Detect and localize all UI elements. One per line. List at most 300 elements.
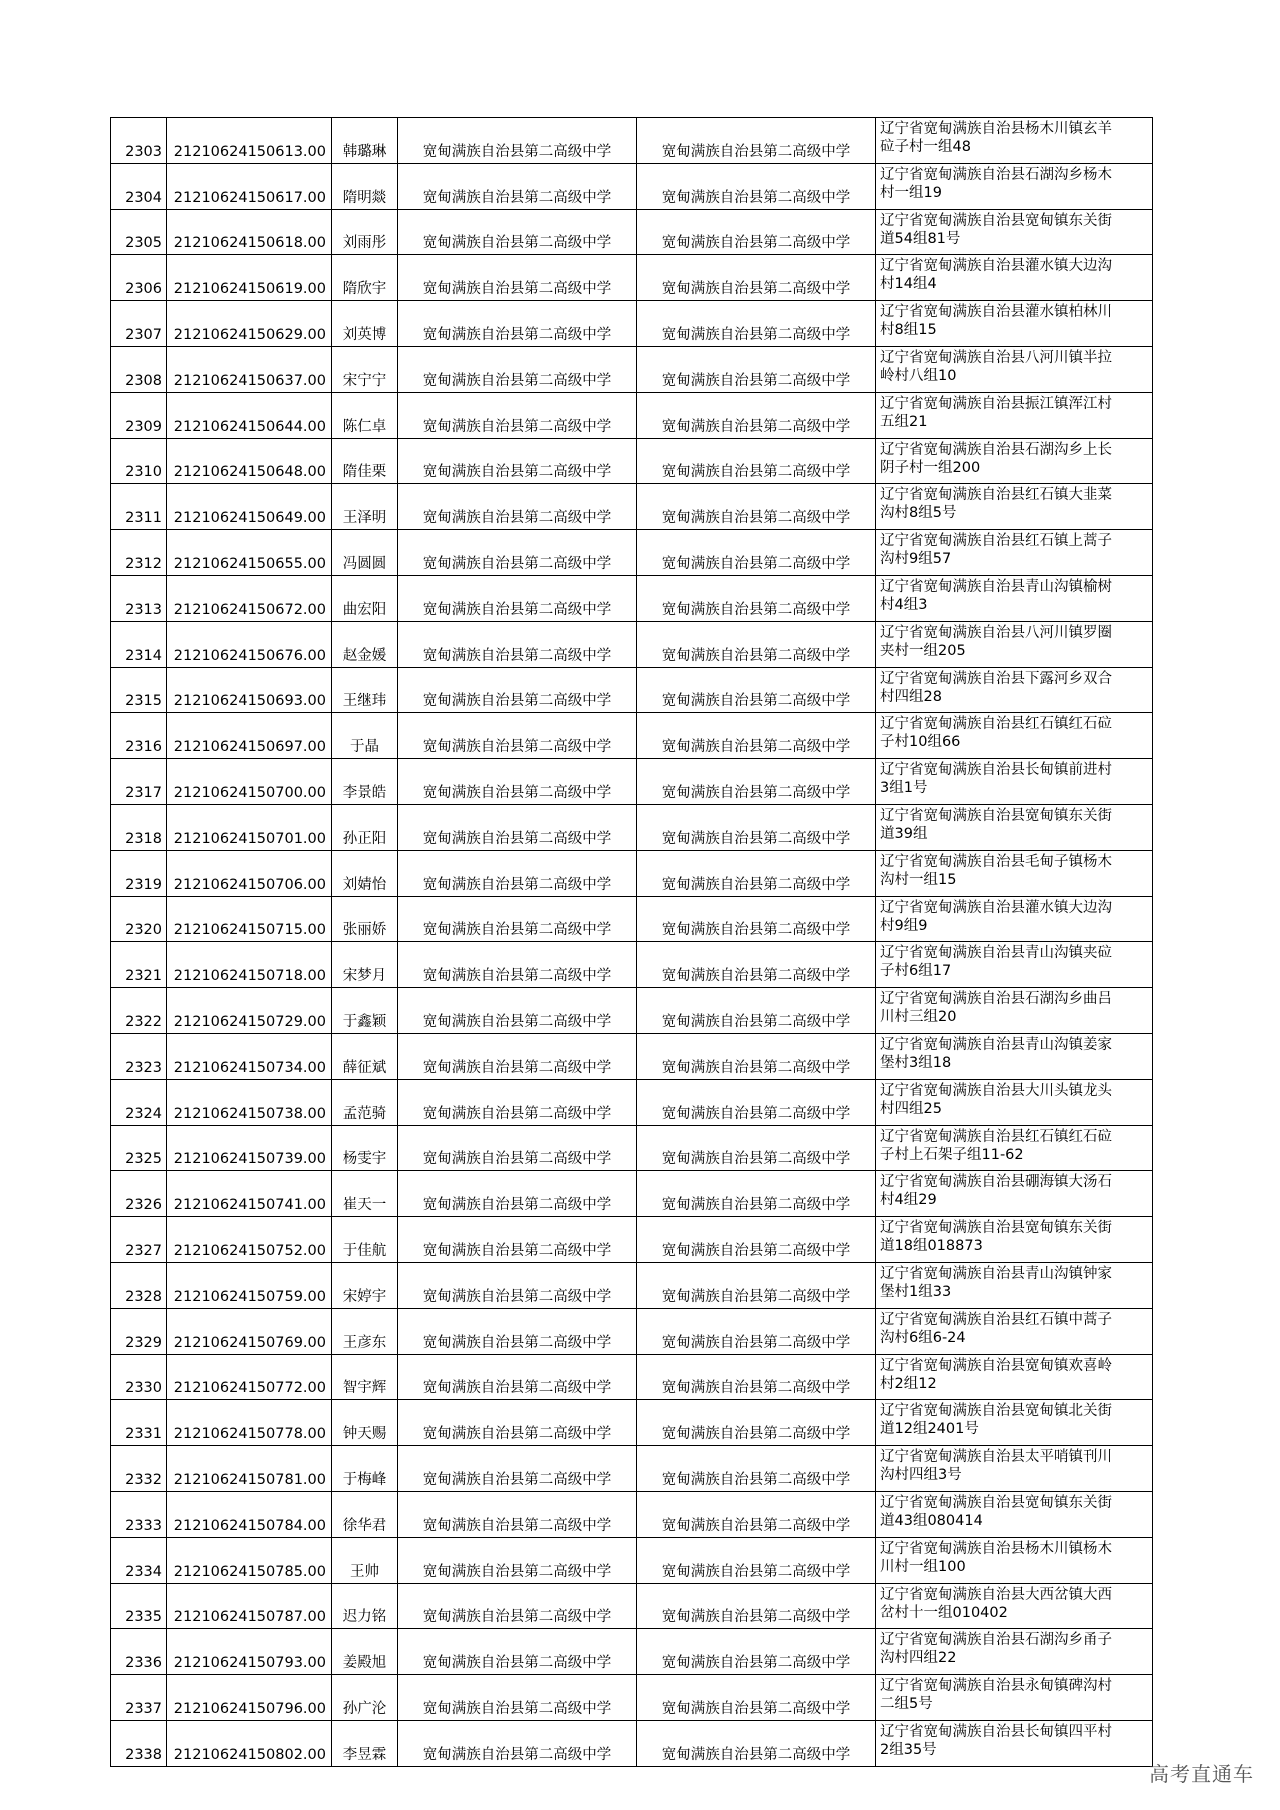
row-address-cell	[876, 896, 1153, 942]
row-graduated-school-cell: 宽甸满族自治县第二高级中学	[637, 1720, 876, 1766]
row-exam-id-cell: 21210624150619.00	[167, 255, 332, 301]
row-student-name-cell: 韩璐琳	[332, 118, 398, 164]
address-line: 子村10组66	[880, 734, 961, 751]
table-row	[111, 438, 1153, 484]
row-student-name-cell: 薛征斌	[332, 1033, 398, 1079]
table-row	[111, 988, 1153, 1034]
row-exam-id-cell: 21210624150672.00	[167, 575, 332, 621]
row-sequence-cell: 2320	[111, 896, 167, 942]
row-address-cell	[876, 1033, 1153, 1079]
table-row	[111, 1125, 1153, 1171]
table-row	[111, 621, 1153, 667]
row-sequence-cell: 2307	[111, 301, 167, 347]
address-line: 堡村3组18	[880, 1054, 952, 1071]
address-line: 辽宁省宽甸满族自治县大西岔镇大西	[880, 1586, 1112, 1603]
row-address-cell	[876, 209, 1153, 255]
address-line: 辽宁省宽甸满族自治县红石镇中蒿子	[880, 1311, 1112, 1328]
row-sequence-cell: 2329	[111, 1308, 167, 1354]
row-school-cell: 宽甸满族自治县第二高级中学	[398, 1720, 637, 1766]
address-line: 沟村一组15	[880, 871, 957, 888]
row-school-cell: 宽甸满族自治县第二高级中学	[398, 1308, 637, 1354]
row-school-cell: 宽甸满族自治县第二高级中学	[398, 1217, 637, 1263]
address-line: 辽宁省宽甸满族自治县宽甸镇东关街	[880, 212, 1112, 229]
row-exam-id-cell: 21210624150734.00	[167, 1033, 332, 1079]
row-exam-id-cell: 21210624150676.00	[167, 621, 332, 667]
row-exam-id-cell: 21210624150700.00	[167, 759, 332, 805]
row-sequence-cell: 2337	[111, 1675, 167, 1721]
row-address-cell	[876, 438, 1153, 484]
row-exam-id-cell: 21210624150618.00	[167, 209, 332, 255]
row-graduated-school-cell: 宽甸满族自治县第二高级中学	[637, 1354, 876, 1400]
table-row	[111, 850, 1153, 896]
address-line: 辽宁省宽甸满族自治县宽甸镇欢喜岭	[880, 1357, 1112, 1374]
row-address-cell	[876, 621, 1153, 667]
row-address-cell	[876, 1537, 1153, 1583]
row-school-cell: 宽甸满族自治县第二高级中学	[398, 850, 637, 896]
row-address-cell	[876, 1400, 1153, 1446]
row-student-name-cell: 王彦东	[332, 1308, 398, 1354]
row-exam-id-cell: 21210624150739.00	[167, 1125, 332, 1171]
row-sequence-cell: 2317	[111, 759, 167, 805]
table-row	[111, 301, 1153, 347]
row-school-cell: 宽甸满族自治县第二高级中学	[398, 1171, 637, 1217]
row-sequence-cell: 2306	[111, 255, 167, 301]
row-sequence-cell: 2321	[111, 942, 167, 988]
row-address-cell	[876, 1308, 1153, 1354]
address-line: 村4组29	[880, 1192, 937, 1209]
row-school-cell: 宽甸满族自治县第二高级中学	[398, 896, 637, 942]
row-address-cell	[876, 667, 1153, 713]
table-row	[111, 1262, 1153, 1308]
row-sequence-cell: 2304	[111, 163, 167, 209]
row-school-cell: 宽甸满族自治县第二高级中学	[398, 1446, 637, 1492]
row-address-cell	[876, 1079, 1153, 1125]
row-school-cell: 宽甸满族自治县第二高级中学	[398, 1537, 637, 1583]
row-sequence-cell: 2309	[111, 392, 167, 438]
address-line: 辽宁省宽甸满族自治县石湖沟乡上长	[880, 441, 1112, 458]
address-line: 辽宁省宽甸满族自治县永甸镇碑沟村	[880, 1678, 1112, 1695]
address-line: 辽宁省宽甸满族自治县下露河乡双合	[880, 670, 1112, 687]
row-sequence-cell: 2338	[111, 1720, 167, 1766]
row-school-cell: 宽甸满族自治县第二高级中学	[398, 438, 637, 484]
table-row	[111, 392, 1153, 438]
row-school-cell: 宽甸满族自治县第二高级中学	[398, 667, 637, 713]
address-line: 沟村8组5号	[880, 505, 957, 522]
address-line: 村4组3	[880, 596, 928, 613]
table-row	[111, 1308, 1153, 1354]
address-line: 辽宁省宽甸满族自治县八河川镇罗圈	[880, 624, 1112, 641]
address-line: 道39组	[880, 825, 928, 842]
row-school-cell: 宽甸满族自治县第二高级中学	[398, 1033, 637, 1079]
row-graduated-school-cell: 宽甸满族自治县第二高级中学	[637, 530, 876, 576]
row-student-name-cell: 宋宁宁	[332, 346, 398, 392]
address-line: 村14组4	[880, 276, 937, 293]
address-line: 沟村四组3号	[880, 1467, 962, 1484]
table-row	[111, 575, 1153, 621]
address-line: 辽宁省宽甸满族自治县八河川镇半拉	[880, 349, 1112, 366]
watermark-text: 高考直通车	[1149, 1762, 1254, 1786]
row-address-cell	[876, 575, 1153, 621]
address-line: 辽宁省宽甸满族自治县太平哨镇刊川	[880, 1449, 1112, 1466]
row-exam-id-cell: 21210624150793.00	[167, 1629, 332, 1675]
row-address-cell	[876, 1125, 1153, 1171]
row-school-cell: 宽甸满族自治县第二高级中学	[398, 1262, 637, 1308]
row-sequence-cell: 2313	[111, 575, 167, 621]
table-row	[111, 346, 1153, 392]
address-line: 辽宁省宽甸满族自治县石湖沟乡曲吕	[880, 991, 1112, 1008]
row-school-cell: 宽甸满族自治县第二高级中学	[398, 942, 637, 988]
table-row	[111, 713, 1153, 759]
row-address-cell	[876, 301, 1153, 347]
row-school-cell: 宽甸满族自治县第二高级中学	[398, 1583, 637, 1629]
row-sequence-cell: 2312	[111, 530, 167, 576]
row-sequence-cell: 2318	[111, 804, 167, 850]
address-line: 辽宁省宽甸满族自治县振江镇浑江村	[880, 395, 1112, 412]
row-school-cell: 宽甸满族自治县第二高级中学	[398, 1354, 637, 1400]
address-line: 道18组018873	[880, 1238, 983, 1255]
row-graduated-school-cell: 宽甸满族自治县第二高级中学	[637, 1308, 876, 1354]
address-line: 村9组9	[880, 917, 928, 934]
row-student-name-cell: 王继玮	[332, 667, 398, 713]
row-address-cell	[876, 1262, 1153, 1308]
address-line: 村四组28	[880, 688, 942, 705]
row-student-name-cell: 智宇辉	[332, 1354, 398, 1400]
row-graduated-school-cell: 宽甸满族自治县第二高级中学	[637, 1629, 876, 1675]
address-line: 辽宁省宽甸满族自治县石湖沟乡甬子	[880, 1632, 1112, 1649]
address-line: 辽宁省宽甸满族自治县红石镇红石砬	[880, 1128, 1112, 1145]
row-school-cell: 宽甸满族自治县第二高级中学	[398, 713, 637, 759]
student-list-table	[110, 117, 1153, 1767]
row-graduated-school-cell: 宽甸满族自治县第二高级中学	[637, 392, 876, 438]
row-student-name-cell: 陈仁卓	[332, 392, 398, 438]
row-sequence-cell: 2324	[111, 1079, 167, 1125]
row-address-cell	[876, 118, 1153, 164]
row-school-cell: 宽甸满族自治县第二高级中学	[398, 1125, 637, 1171]
address-line: 子村6组17	[880, 963, 952, 980]
row-school-cell: 宽甸满族自治县第二高级中学	[398, 988, 637, 1034]
address-line: 辽宁省宽甸满族自治县宽甸镇北关街	[880, 1403, 1112, 1420]
row-student-name-cell: 隋佳栗	[332, 438, 398, 484]
row-graduated-school-cell: 宽甸满族自治县第二高级中学	[637, 759, 876, 805]
row-sequence-cell: 2319	[111, 850, 167, 896]
table-row	[111, 1171, 1153, 1217]
row-exam-id-cell: 21210624150649.00	[167, 484, 332, 530]
row-exam-id-cell: 21210624150772.00	[167, 1354, 332, 1400]
row-student-name-cell: 崔天一	[332, 1171, 398, 1217]
address-line: 川村一组100	[880, 1558, 966, 1575]
row-address-cell	[876, 392, 1153, 438]
table-row	[111, 667, 1153, 713]
address-line: 子村上石架子组11-62	[880, 1146, 1024, 1163]
row-student-name-cell: 于鑫颖	[332, 988, 398, 1034]
row-graduated-school-cell: 宽甸满族自治县第二高级中学	[637, 163, 876, 209]
row-student-name-cell: 钟天赐	[332, 1400, 398, 1446]
row-address-cell	[876, 346, 1153, 392]
row-exam-id-cell: 21210624150738.00	[167, 1079, 332, 1125]
row-graduated-school-cell: 宽甸满族自治县第二高级中学	[637, 1675, 876, 1721]
row-exam-id-cell: 21210624150655.00	[167, 530, 332, 576]
address-line: 阴子村一组200	[880, 459, 981, 476]
row-exam-id-cell: 21210624150787.00	[167, 1583, 332, 1629]
address-line: 夹村一组205	[880, 642, 966, 659]
row-exam-id-cell: 21210624150715.00	[167, 896, 332, 942]
table-row	[111, 255, 1153, 301]
row-address-cell	[876, 942, 1153, 988]
row-exam-id-cell: 21210624150778.00	[167, 1400, 332, 1446]
row-exam-id-cell: 21210624150617.00	[167, 163, 332, 209]
row-sequence-cell: 2326	[111, 1171, 167, 1217]
row-graduated-school-cell: 宽甸满族自治县第二高级中学	[637, 667, 876, 713]
row-graduated-school-cell: 宽甸满族自治县第二高级中学	[637, 484, 876, 530]
row-graduated-school-cell: 宽甸满族自治县第二高级中学	[637, 621, 876, 667]
row-sequence-cell: 2332	[111, 1446, 167, 1492]
row-address-cell	[876, 530, 1153, 576]
table-row	[111, 1079, 1153, 1125]
address-line: 二组5号	[880, 1696, 933, 1713]
address-line: 辽宁省宽甸满族自治县灌水镇柏林川	[880, 304, 1112, 321]
row-exam-id-cell: 21210624150752.00	[167, 1217, 332, 1263]
row-school-cell: 宽甸满族自治县第二高级中学	[398, 209, 637, 255]
row-graduated-school-cell: 宽甸满族自治县第二高级中学	[637, 1491, 876, 1537]
row-sequence-cell: 2322	[111, 988, 167, 1034]
address-line: 辽宁省宽甸满族自治县灌水镇大边沟	[880, 899, 1112, 916]
row-address-cell	[876, 804, 1153, 850]
row-address-cell	[876, 1583, 1153, 1629]
table-row	[111, 1583, 1153, 1629]
row-student-name-cell: 宋婷宇	[332, 1262, 398, 1308]
row-graduated-school-cell: 宽甸满族自治县第二高级中学	[637, 438, 876, 484]
table-row	[111, 942, 1153, 988]
row-school-cell: 宽甸满族自治县第二高级中学	[398, 804, 637, 850]
address-line: 辽宁省宽甸满族自治县大川头镇龙头	[880, 1082, 1112, 1099]
row-school-cell: 宽甸满族自治县第二高级中学	[398, 621, 637, 667]
row-school-cell: 宽甸满族自治县第二高级中学	[398, 1079, 637, 1125]
row-address-cell	[876, 1720, 1153, 1766]
address-line: 辽宁省宽甸满族自治县长甸镇四平村	[880, 1723, 1112, 1740]
address-line: 岭村八组10	[880, 367, 957, 384]
address-line: 村2组12	[880, 1375, 937, 1392]
row-student-name-cell: 徐华君	[332, 1491, 398, 1537]
row-address-cell	[876, 255, 1153, 301]
address-line: 辽宁省宽甸满族自治县青山沟镇夹砬	[880, 945, 1112, 962]
table-row	[111, 1354, 1153, 1400]
row-address-cell	[876, 484, 1153, 530]
row-student-name-cell: 隋欣宇	[332, 255, 398, 301]
row-school-cell: 宽甸满族自治县第二高级中学	[398, 484, 637, 530]
table-row	[111, 163, 1153, 209]
row-school-cell: 宽甸满族自治县第二高级中学	[398, 1675, 637, 1721]
row-school-cell: 宽甸满族自治县第二高级中学	[398, 346, 637, 392]
row-graduated-school-cell: 宽甸满族自治县第二高级中学	[637, 804, 876, 850]
row-graduated-school-cell: 宽甸满族自治县第二高级中学	[637, 1537, 876, 1583]
address-line: 辽宁省宽甸满族自治县青山沟镇钟家	[880, 1265, 1112, 1282]
table-body	[111, 118, 1153, 1767]
address-line: 辽宁省宽甸满族自治县杨木川镇杨木	[880, 1540, 1112, 1557]
row-school-cell: 宽甸满族自治县第二高级中学	[398, 759, 637, 805]
row-sequence-cell: 2315	[111, 667, 167, 713]
row-address-cell	[876, 1629, 1153, 1675]
table-row	[111, 1629, 1153, 1675]
address-line: 辽宁省宽甸满族自治县宽甸镇东关街	[880, 807, 1112, 824]
row-sequence-cell: 2316	[111, 713, 167, 759]
row-exam-id-cell: 21210624150701.00	[167, 804, 332, 850]
address-line: 辽宁省宽甸满族自治县红石镇上蒿子	[880, 533, 1112, 550]
address-line: 辽宁省宽甸满族自治县硼海镇大汤石	[880, 1174, 1112, 1191]
row-sequence-cell: 2330	[111, 1354, 167, 1400]
row-school-cell: 宽甸满族自治县第二高级中学	[398, 1491, 637, 1537]
row-sequence-cell: 2331	[111, 1400, 167, 1446]
row-student-name-cell: 迟力铭	[332, 1583, 398, 1629]
row-address-cell	[876, 1675, 1153, 1721]
row-graduated-school-cell: 宽甸满族自治县第二高级中学	[637, 301, 876, 347]
row-graduated-school-cell: 宽甸满族自治县第二高级中学	[637, 209, 876, 255]
row-sequence-cell: 2310	[111, 438, 167, 484]
row-exam-id-cell: 21210624150693.00	[167, 667, 332, 713]
row-exam-id-cell: 21210624150759.00	[167, 1262, 332, 1308]
row-sequence-cell: 2335	[111, 1583, 167, 1629]
row-exam-id-cell: 21210624150697.00	[167, 713, 332, 759]
row-school-cell: 宽甸满族自治县第二高级中学	[398, 1629, 637, 1675]
table-row	[111, 1446, 1153, 1492]
address-line: 3组1号	[880, 780, 928, 797]
address-line: 砬子村一组48	[880, 139, 971, 155]
row-exam-id-cell: 21210624150729.00	[167, 988, 332, 1034]
table-row	[111, 804, 1153, 850]
row-graduated-school-cell: 宽甸满族自治县第二高级中学	[637, 942, 876, 988]
row-student-name-cell: 刘英博	[332, 301, 398, 347]
row-graduated-school-cell: 宽甸满族自治县第二高级中学	[637, 1217, 876, 1263]
row-exam-id-cell: 21210624150785.00	[167, 1537, 332, 1583]
address-line: 辽宁省宽甸满族自治县宽甸镇东关街	[880, 1494, 1112, 1511]
row-exam-id-cell: 21210624150784.00	[167, 1491, 332, 1537]
row-exam-id-cell: 21210624150637.00	[167, 346, 332, 392]
row-graduated-school-cell: 宽甸满族自治县第二高级中学	[637, 1262, 876, 1308]
row-address-cell	[876, 163, 1153, 209]
address-line: 道43组080414	[880, 1512, 983, 1529]
row-address-cell	[876, 1491, 1153, 1537]
row-exam-id-cell: 21210624150718.00	[167, 942, 332, 988]
row-student-name-cell: 王帅	[332, 1537, 398, 1583]
row-sequence-cell: 2325	[111, 1125, 167, 1171]
row-school-cell: 宽甸满族自治县第二高级中学	[398, 530, 637, 576]
row-exam-id-cell: 21210624150802.00	[167, 1720, 332, 1766]
row-address-cell	[876, 1446, 1153, 1492]
address-line: 辽宁省宽甸满族自治县青山沟镇榆树	[880, 578, 1112, 595]
table-row	[111, 1720, 1153, 1766]
address-line: 辽宁省宽甸满族自治县宽甸镇东关街	[880, 1220, 1112, 1237]
row-school-cell: 宽甸满族自治县第二高级中学	[398, 301, 637, 347]
row-graduated-school-cell: 宽甸满族自治县第二高级中学	[637, 1125, 876, 1171]
address-line: 辽宁省宽甸满族自治县石湖沟乡杨木	[880, 166, 1112, 183]
row-student-name-cell: 隋明燚	[332, 163, 398, 209]
address-line: 村四组25	[880, 1100, 942, 1117]
row-graduated-school-cell: 宽甸满族自治县第二高级中学	[637, 255, 876, 301]
row-student-name-cell: 孟范骑	[332, 1079, 398, 1125]
table-row	[111, 1217, 1153, 1263]
table-row	[111, 1491, 1153, 1537]
row-student-name-cell: 张丽娇	[332, 896, 398, 942]
row-sequence-cell: 2336	[111, 1629, 167, 1675]
table-row	[111, 759, 1153, 805]
row-student-name-cell: 于晶	[332, 713, 398, 759]
row-student-name-cell: 刘雨彤	[332, 209, 398, 255]
row-graduated-school-cell: 宽甸满族自治县第二高级中学	[637, 575, 876, 621]
row-student-name-cell: 于佳航	[332, 1217, 398, 1263]
row-exam-id-cell: 21210624150741.00	[167, 1171, 332, 1217]
table-row	[111, 484, 1153, 530]
row-graduated-school-cell: 宽甸满族自治县第二高级中学	[637, 1033, 876, 1079]
address-line: 堡村1组33	[880, 1283, 952, 1300]
row-student-name-cell: 杨雯宇	[332, 1125, 398, 1171]
table-row	[111, 118, 1153, 164]
row-sequence-cell: 2314	[111, 621, 167, 667]
row-address-cell	[876, 1354, 1153, 1400]
row-student-name-cell: 李昱霖	[332, 1720, 398, 1766]
table-row	[111, 896, 1153, 942]
address-line: 沟村四组22	[880, 1650, 957, 1667]
row-exam-id-cell: 21210624150796.00	[167, 1675, 332, 1721]
row-student-name-cell: 曲宏阳	[332, 575, 398, 621]
row-graduated-school-cell: 宽甸满族自治县第二高级中学	[637, 1583, 876, 1629]
row-sequence-cell: 2308	[111, 346, 167, 392]
row-graduated-school-cell: 宽甸满族自治县第二高级中学	[637, 346, 876, 392]
address-line: 2组35号	[880, 1741, 937, 1758]
row-student-name-cell: 于梅峰	[332, 1446, 398, 1492]
row-school-cell: 宽甸满族自治县第二高级中学	[398, 1400, 637, 1446]
row-sequence-cell: 2303	[111, 118, 167, 164]
table-row	[111, 1537, 1153, 1583]
row-sequence-cell: 2305	[111, 209, 167, 255]
row-exam-id-cell: 21210624150629.00	[167, 301, 332, 347]
row-graduated-school-cell: 宽甸满族自治县第二高级中学	[637, 713, 876, 759]
row-student-name-cell: 孙正阳	[332, 804, 398, 850]
row-graduated-school-cell: 宽甸满族自治县第二高级中学	[637, 1171, 876, 1217]
row-exam-id-cell: 21210624150769.00	[167, 1308, 332, 1354]
row-graduated-school-cell: 宽甸满族自治县第二高级中学	[637, 118, 876, 164]
row-student-name-cell: 姜殿旭	[332, 1629, 398, 1675]
row-sequence-cell: 2323	[111, 1033, 167, 1079]
address-line: 辽宁省宽甸满族自治县红石镇红石砬	[880, 716, 1112, 733]
row-graduated-school-cell: 宽甸满族自治县第二高级中学	[637, 988, 876, 1034]
row-address-cell	[876, 759, 1153, 805]
address-line: 辽宁省宽甸满族自治县长甸镇前进村	[880, 762, 1112, 779]
row-address-cell	[876, 713, 1153, 759]
row-sequence-cell: 2327	[111, 1217, 167, 1263]
address-line: 辽宁省宽甸满族自治县红石镇大韭菜	[880, 487, 1112, 504]
row-exam-id-cell: 21210624150648.00	[167, 438, 332, 484]
address-line: 五组21	[880, 413, 928, 430]
row-graduated-school-cell: 宽甸满族自治县第二高级中学	[637, 1079, 876, 1125]
address-line: 沟村6组6-24	[880, 1329, 966, 1346]
address-line: 道12组2401号	[880, 1421, 979, 1438]
row-sequence-cell: 2334	[111, 1537, 167, 1583]
row-exam-id-cell: 21210624150706.00	[167, 850, 332, 896]
table-row	[111, 1675, 1153, 1721]
row-sequence-cell: 2328	[111, 1262, 167, 1308]
row-graduated-school-cell: 宽甸满族自治县第二高级中学	[637, 896, 876, 942]
address-line: 村8组15	[880, 322, 937, 339]
row-student-name-cell: 王泽明	[332, 484, 398, 530]
address-line: 川村三组20	[880, 1009, 957, 1026]
row-student-name-cell: 刘婧怡	[332, 850, 398, 896]
row-sequence-cell: 2311	[111, 484, 167, 530]
address-line: 道54组81号	[880, 230, 961, 247]
row-student-name-cell: 赵金媛	[332, 621, 398, 667]
row-school-cell: 宽甸满族自治县第二高级中学	[398, 118, 637, 164]
table-row	[111, 1033, 1153, 1079]
address-line: 辽宁省宽甸满族自治县灌水镇大边沟	[880, 258, 1112, 275]
row-address-cell	[876, 1171, 1153, 1217]
